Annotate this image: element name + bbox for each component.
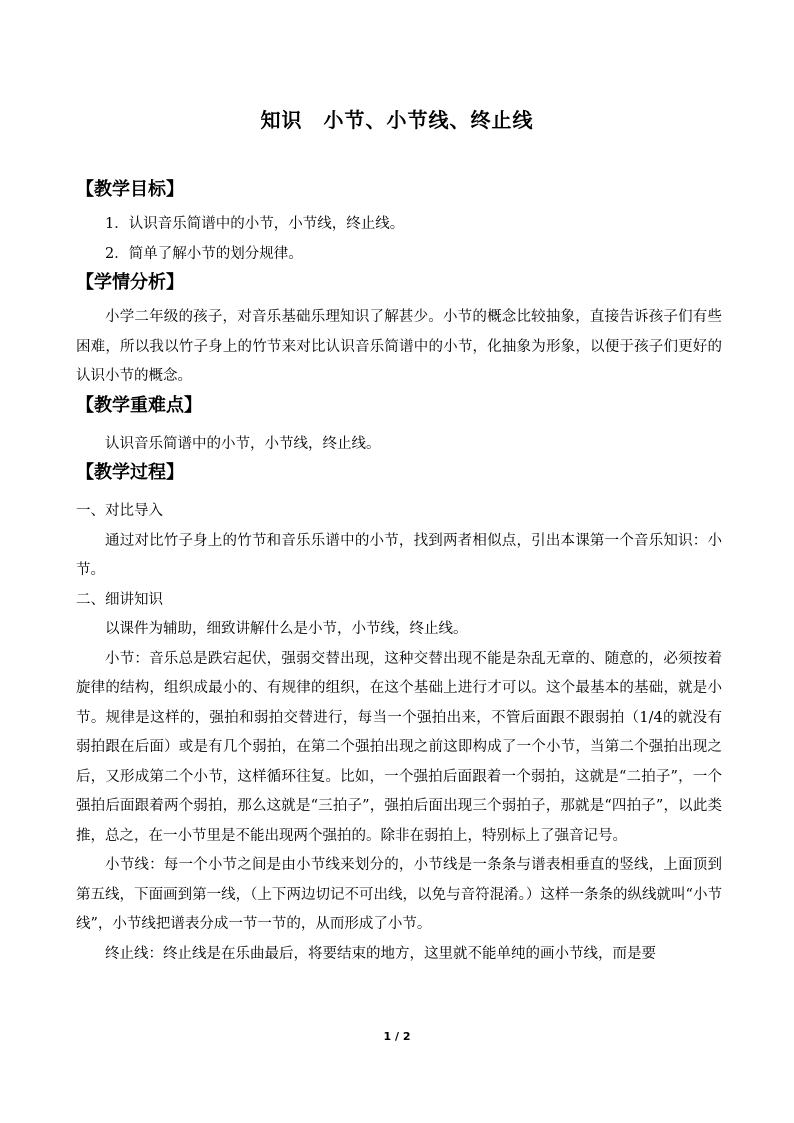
objective-item-1: 1．认识音乐简谱中的小节，小节线，终止线。 [105,216,405,232]
section-heading-objectives: 【教学目标】 [76,179,184,200]
section-heading-analysis: 【学情分析】 [76,272,184,293]
process-bar-paragraph: 小节：音乐总是跌宕起伏，强弱交替出现，这种交替出现不能是杂乱无章的、随意的，必须按着旋律的结构，组织成最小的、有规律的组织，在这个基础上进行才可以。这个最基本的基础，就是小节。规律是这样的，强拍和弱拍交替进行，每当一个强拍出来，不管后面跟不跟弱拍（1/4的就没有弱拍跟在后面）或是有几个弱拍，在第二个强拍出现之前这即构成了一个小节，当第二个强拍出现之后，又形成第二个小节，这样循环往复。比如，一个强拍后面跟着一个弱拍，这就是“二拍子”，一个强拍后面跟着两个弱拍，那么这就是“三拍子”，强拍后面出现三个弱拍子，那就是“四拍子”，以此类推，总之，在一小节里是不能出现两个强拍的。除非在弱拍上，特别标上了强音记号。 [76,650,722,844]
process-final-paragraph: 终止线：终止线是在乐曲最后，将要结束的地方，这里就不能单纯的画小节线，而是要 [105,945,656,962]
key-points-paragraph: 认识音乐简谱中的小节，小节线，终止线。 [105,435,381,452]
process-barline-paragraph: 小节线：每一个小节之间是由小节线来划分的，小节线是一条条与谱表相垂直的竖线，上面顶到第五线，下面画到第一线，（上下两边切记不可出线，以免与音符混淆。）这样一条条的纵线就叫“小节线”，小节线把谱表分成一节一节的，从而形成了小节。 [76,857,722,932]
analysis-paragraph: 小学二年级的孩子，对音乐基础乐理知识了解甚少。小节的概念比较抽象，直接告诉孩子们有些困难，所以我以竹子身上的竹节来对比认识音乐简谱中的小节，化抽象为形象，以便于孩子们更好的认识小节的概念。 [76,309,722,384]
objective-item-2: 2．简单了解小节的划分规律。 [105,245,303,262]
page-number: 1 / 2 [383,1030,411,1043]
process-part1-paragraph: 通过对比竹子身上的竹节和音乐乐谱中的小节，找到两者相似点，引出本课第一个音乐知识：小节。 [76,532,722,578]
process-part1-label: 一、对比导入 [76,503,163,519]
process-part2-label: 二、细讲知识 [76,591,163,608]
document-body [76,176,722,969]
section-heading-key-points: 【教学重难点】 [76,394,202,416]
process-part2-intro: 以课件为辅助，细致讲解什么是小节，小节线，终止线。 [105,621,468,637]
section-heading-process: 【教学过程】 [76,462,184,483]
page-title: 知识 小节、小节线、终止线 [260,108,534,132]
